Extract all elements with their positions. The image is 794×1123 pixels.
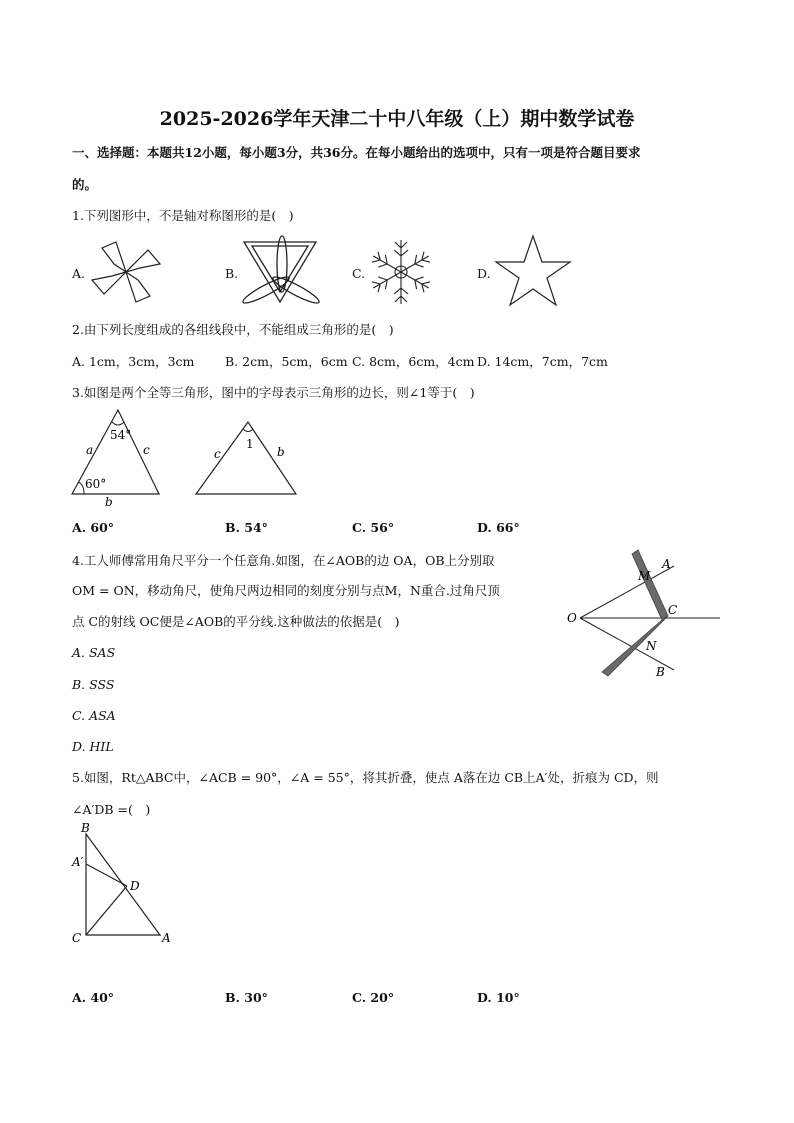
snowflake-figure-icon bbox=[364, 234, 438, 310]
q1-option-b-label: B. bbox=[225, 266, 239, 281]
q1-stem: 1.下列图形中，不是轴对称图形的是( ) bbox=[72, 208, 294, 223]
q3-fig1-side-b: b bbox=[105, 495, 113, 509]
q5-option-b: B. 30° bbox=[225, 990, 268, 1005]
q4-option-c: C. ASA bbox=[72, 708, 116, 723]
q4-label-O: O bbox=[567, 611, 577, 625]
q3-fig2-side-b: b bbox=[277, 445, 285, 459]
q5-label-C: C bbox=[72, 931, 82, 945]
q4-label-N: N bbox=[646, 639, 657, 653]
q4-label-A: A bbox=[662, 557, 671, 571]
q4-option-d: D. HIL bbox=[72, 739, 114, 754]
q3-fig1-side-a: a bbox=[86, 443, 94, 457]
q5-label-A-prime: A′ bbox=[72, 855, 84, 869]
q3-triangle-2 bbox=[192, 416, 302, 500]
q2-stem: 2.由下列长度组成的各组线段中，不能组成三角形的是( ) bbox=[72, 322, 394, 337]
q1-option-c-label: C. bbox=[352, 266, 366, 281]
q3-option-c: C. 56° bbox=[352, 520, 395, 535]
q5-label-B: B bbox=[81, 821, 90, 835]
q4-label-M: M bbox=[638, 569, 651, 583]
q3-fig1-angle-top: 54° bbox=[110, 428, 132, 442]
q3-option-a: A. 60° bbox=[72, 520, 115, 535]
star-figure-icon bbox=[494, 234, 572, 308]
q4-label-B: B bbox=[656, 665, 665, 679]
q3-fig2-side-c: c bbox=[214, 447, 221, 461]
q4-line2: OM = ON，移动角尺，使角尺两边相同的刻度分别与点M，N重合.过角尺顶 bbox=[72, 583, 500, 598]
q5-option-a: A. 40° bbox=[72, 990, 115, 1005]
section-header-line1: 一、选择题：本题共12小题，每小题3分，共36分。在每小题给出的选项中，只有一项是符合题目要求 bbox=[72, 145, 641, 160]
q1-option-d-label: D. bbox=[477, 266, 491, 281]
q4-option-a: A. SAS bbox=[72, 645, 116, 660]
q3-fig2-angle-1: 1 bbox=[246, 437, 254, 451]
triangle-with-ellipses-figure-icon bbox=[238, 234, 322, 306]
pinwheel-figure-icon bbox=[86, 234, 166, 310]
q4-label-C: C bbox=[668, 603, 678, 617]
q2-option-c: C. 8cm，6cm，4cm bbox=[352, 354, 475, 369]
q3-stem: 3.如图是两个全等三角形，图中的字母表示三角形的边长，则∠1等于( ) bbox=[72, 385, 475, 400]
q2-option-a: A. 1cm，3cm，3cm bbox=[72, 354, 195, 369]
q4-angle-ruler-figure bbox=[562, 552, 724, 682]
page-title: 2025-2026学年天津二十中八年级（上）期中数学试卷 bbox=[159, 108, 635, 130]
q4-option-b: B. SSS bbox=[72, 677, 115, 692]
q5-option-d: D. 10° bbox=[477, 990, 520, 1005]
q5-folded-triangle-figure bbox=[70, 820, 180, 948]
q2-option-b: B. 2cm，5cm，6cm bbox=[225, 354, 348, 369]
q3-fig1-side-c: c bbox=[143, 443, 150, 457]
section-header-line2: 的。 bbox=[72, 177, 98, 192]
q4-line3: 点 C的射线 OC便是∠AOB的平分线.这种做法的依据是( ) bbox=[72, 614, 400, 629]
q2-option-d: D. 14cm，7cm，7cm bbox=[477, 354, 608, 369]
q3-option-b: B. 54° bbox=[225, 520, 268, 535]
q4-line1: 4.工人师傅常用角尺平分一个任意角.如图，在∠AOB的边 OA，OB上分别取 bbox=[72, 553, 495, 568]
q5-label-A: A bbox=[162, 931, 171, 945]
q5-option-c: C. 20° bbox=[352, 990, 395, 1005]
q3-fig1-angle-left: 60° bbox=[85, 477, 107, 491]
q5-line1: 5.如图，Rt△ABC中，∠ACB = 90°，∠A = 55°，将其折叠，使点 A落在边 CB上A′处，折痕为 CD，则 bbox=[72, 770, 659, 785]
q5-line2: ∠A′DB =( ) bbox=[72, 802, 151, 817]
q1-option-a-label: A. bbox=[72, 266, 86, 281]
q5-label-D: D bbox=[130, 879, 140, 893]
q3-option-d: D. 66° bbox=[477, 520, 520, 535]
q3-triangle-1 bbox=[66, 406, 166, 510]
